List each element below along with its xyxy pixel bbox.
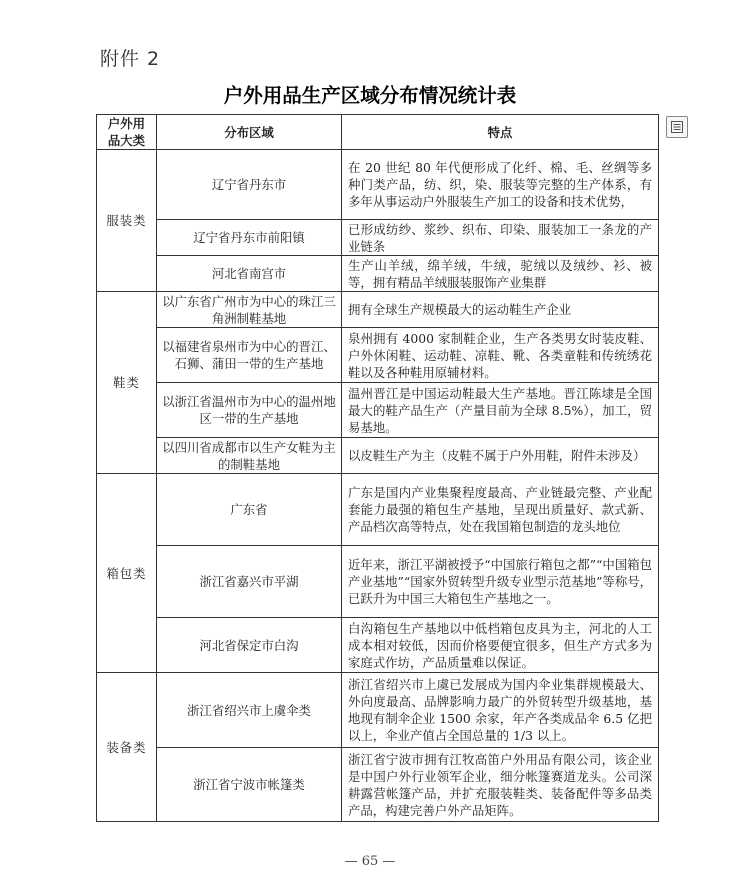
category-cell: 服装类 [97, 150, 157, 292]
document-icon[interactable] [666, 116, 688, 138]
header-region: 分布区域 [157, 115, 342, 150]
region-cell: 辽宁省丹东市前阳镇 [157, 220, 342, 256]
region-cell: 以四川省成都市以生产女鞋为主的制鞋基地 [157, 438, 342, 474]
region-cell: 广东省 [157, 474, 342, 546]
table-row [97, 328, 659, 383]
header-feature: 特点 [342, 115, 659, 150]
table-row [97, 292, 659, 328]
feature-cell: 近年来，浙江平湖被授予“中国旅行箱包之都”“中国箱包产业基地”“国家外贸转型升级专业型示范基地”等称号，已跃升为中国三大箱包生产基地之一。 [342, 546, 659, 618]
table-row [97, 474, 659, 546]
table-row [97, 748, 659, 822]
feature-cell: 泉州拥有 4000 家制鞋企业，生产各类男女时装皮鞋、户外休闲鞋、运动鞋、凉鞋、靴、各类童鞋和传统绣花鞋以及各种鞋用原辅材料。 [342, 328, 659, 383]
page-number: — 65 — [344, 854, 396, 869]
header-category: 户外用品大类 [97, 115, 157, 150]
feature-cell: 温州晋江是中国运动鞋最大生产基地。晋江陈埭是全国最大的鞋产品生产（产量目前为全球 8.5%），加工，贸易基地。 [342, 383, 659, 438]
region-cell: 浙江省绍兴市上虞伞类 [157, 673, 342, 748]
category-cell: 鞋类 [97, 292, 157, 474]
page-title: 户外用品生产区域分布情况统计表 [223, 84, 517, 107]
region-cell: 河北省南宫市 [157, 256, 342, 292]
document-icon-glyph [670, 120, 684, 134]
region-cell: 浙江省嘉兴市平湖 [157, 546, 342, 618]
attachment-label: 附件 2 [100, 48, 161, 70]
table-row [97, 383, 659, 438]
distribution-table [96, 114, 659, 822]
feature-cell: 浙江省宁波市拥有江牧高笛户外用品有限公司，该企业是中国户外行业领军企业，细分帐篷赛道龙头。公司深耕露营帐篷产品，并扩充服装鞋类、装备配件等多品类产品，构建完善户外产品矩阵。 [342, 748, 659, 822]
category-cell: 箱包类 [97, 474, 157, 673]
table-row [97, 256, 659, 292]
region-cell: 以浙江省温州市为中心的温州地区一带的生产基地 [157, 383, 342, 438]
region-cell: 浙江省宁波市帐篷类 [157, 748, 342, 822]
region-cell: 以广东省广州市为中心的珠江三角洲制鞋基地 [157, 292, 342, 328]
table-row [97, 150, 659, 220]
feature-cell: 拥有全球生产规模最大的运动鞋生产企业 [342, 292, 659, 328]
feature-cell: 已形成纺纱、浆纱、织布、印染、服装加工一条龙的产业链条 [342, 220, 659, 256]
table-row [97, 220, 659, 256]
feature-cell: 以皮鞋生产为主（皮鞋不属于户外用鞋，附件未涉及） [342, 438, 659, 474]
feature-cell: 白沟箱包生产基地以中低档箱包皮具为主，河北的人工成本相对较低，因而价格要便宜很多，但生产方式多为家庭式作坊，产品质量难以保证。 [342, 618, 659, 673]
feature-cell: 广东是国内产业集聚程度最高、产业链最完整、产业配套能力最强的箱包生产基地，呈现出质量好、款式新、产品档次高等特点，处在我国箱包制造的龙头地位 [342, 474, 659, 546]
category-cell: 装备类 [97, 673, 157, 822]
table-row [97, 546, 659, 618]
table-row [97, 438, 659, 474]
table-row [97, 673, 659, 748]
region-cell: 河北省保定市白沟 [157, 618, 342, 673]
feature-cell: 在 20 世纪 80 年代便形成了化纤、棉、毛、丝绸等多种门类产品，纺、织，染、服装等完整的生产体系，有多年从事运动户外服装生产加工的设备和技术优势， [342, 150, 659, 220]
region-cell: 辽宁省丹东市 [157, 150, 342, 220]
feature-cell: 浙江省绍兴市上虞已发展成为国内伞业集群规模最大、外向度最高、品牌影响力最广的外贸转型升级基地，基地现有制伞企业 1500 余家，年产各类成品伞 6.5 亿把以上，伞业产值占全国总量的 1/3 以上。 [342, 673, 659, 748]
region-cell: 以福建省泉州市为中心的晋江、石狮、蒲田一带的生产基地 [157, 328, 342, 383]
table-row [97, 618, 659, 673]
feature-cell: 生产山羊绒，绵羊绒，牛绒，驼绒以及绒纱、衫、被等，拥有精品羊绒服装服饰产业集群 [342, 256, 659, 292]
